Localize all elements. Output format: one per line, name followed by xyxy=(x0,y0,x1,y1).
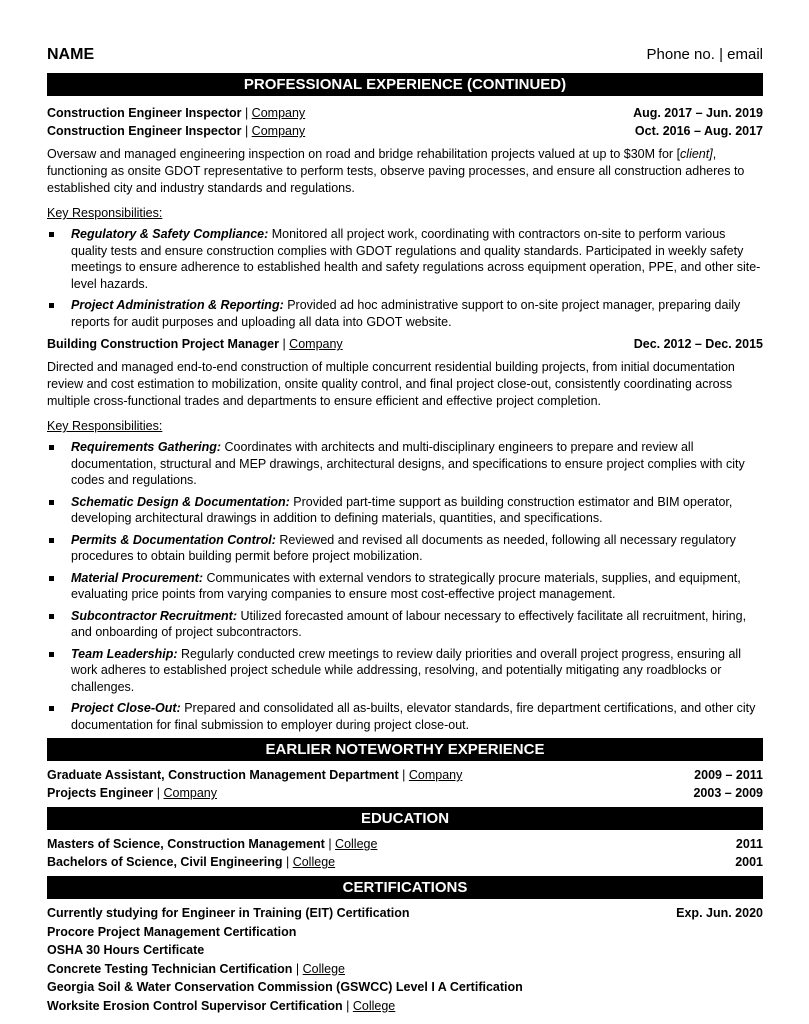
certification: Concrete Testing Technician Certification xyxy=(47,961,293,976)
candidate-name: NAME xyxy=(47,46,95,63)
bullet-text: Regularly conducted crew meetings to review daily priorities and overall project progress, ensuring all work adheres to established project schedule while addressing, resolving, and potentially mitigating any roadblocks or challenges. xyxy=(71,646,741,694)
job-dates: Dec. 2012 – Dec. 2015 xyxy=(633,337,763,351)
certification: OSHA 30 Hours Certificate xyxy=(47,943,205,957)
bullet-icon xyxy=(49,445,54,450)
job-entry-project-manager xyxy=(47,335,763,733)
bullet-key: Schematic Design & Documentation: xyxy=(71,494,290,509)
list-item xyxy=(47,835,763,853)
separator: | xyxy=(241,124,252,138)
job-summary: Directed and managed end-to-end construction of multiple concurrent residential building projects, from initial documentation review and cost estimation to mobilization, onsite quality control, and final project close-out, consistently coordinating across multiple cross-functional trades and departments to ensure efficient and effective project completion. xyxy=(47,360,735,408)
job-dates: Oct. 2016 – Aug. 2017 xyxy=(634,124,763,138)
company-link[interactable]: Company xyxy=(289,337,343,351)
bullet-text: Provided ad hoc administrative support to on-site project manager, preparing daily reports for audit purposes and uploading all data into GDOT website. xyxy=(71,298,741,329)
bullet-text: Utilized forecasted amount of labour necessary to effectively facilitate all recruitment, hiring, and onboarding of project subcontractors. xyxy=(71,608,747,639)
bullet-text: Provided part-time support as building construction estimator and BIM operator, developing architectural drawings in addition to defining materials, quantities, and specifications. xyxy=(71,494,733,525)
list-item xyxy=(47,960,763,979)
company-link[interactable]: Company xyxy=(251,106,306,120)
list-item xyxy=(47,226,763,292)
certification-date: Exp. Jun. 2020 xyxy=(676,906,763,920)
college-link[interactable]: College xyxy=(352,998,396,1013)
bullet-text: Communicates with external vendors to strategically procure materials, supplies, and equipment, evaluating price points from varying companies to ensure most cost-effective project management. xyxy=(71,570,741,601)
separator: | xyxy=(398,768,409,782)
separator: | xyxy=(292,961,303,976)
bullet-icon xyxy=(49,500,54,505)
separator: | xyxy=(342,998,353,1013)
bullet-key: Regulatory & Safety Compliance: xyxy=(71,227,269,241)
bullet-key: Requirements Gathering: xyxy=(71,440,222,454)
degree: Bachelors of Science, Civil Engineering xyxy=(47,855,283,869)
bullet-icon xyxy=(49,652,54,657)
bullet-key: Project Administration & Reporting: xyxy=(71,298,284,312)
list-item xyxy=(47,853,763,871)
bullet-key: Permits & Documentation Control: xyxy=(71,532,276,547)
certification: Currently studying for Engineer in Training (EIT) Certification xyxy=(47,906,410,920)
bullet-key: Team Leadership: xyxy=(71,646,178,661)
bullet-text: Reviewed and revised all documents as needed, following all necessary regulatory procedures to obtain building permit before project mobilization. xyxy=(71,532,736,563)
college-link[interactable]: College xyxy=(335,837,378,851)
list-item xyxy=(47,700,763,733)
earlier-experience-list xyxy=(47,766,763,802)
job-dates: 2003 – 2009 xyxy=(693,786,763,800)
key-responsibilities-label: Key Responsibilities: xyxy=(47,206,163,220)
separator: | xyxy=(324,837,336,851)
responsibility-list xyxy=(47,226,763,330)
bullet-key: Material Procurement: xyxy=(71,570,203,585)
list-item xyxy=(47,904,763,923)
job-title-row xyxy=(47,122,763,140)
bullet-key: Subcontractor Recruitment: xyxy=(71,608,237,623)
bullet-icon xyxy=(49,303,54,308)
list-item xyxy=(47,297,763,330)
bullet-text: Monitored all project work, coordinating with contractors on-site to perform various quality tests and ensure construction complies with GDOT regulations and quality standards. Participated in weekly safety meetings to ensure adherence to established health and safety regulations across equipment operation, PPE, and other site-level hazards. xyxy=(71,227,761,291)
section-heading-experience: PROFESSIONAL EXPERIENCE (CONTINUED) xyxy=(47,73,763,96)
bullet-text: Prepared and consolidated all as-builts, elevator standards, fire department certifications, and other city documentation for final submission to employer during project close-out. xyxy=(71,701,756,732)
job-title: Graduate Assistant, Construction Management Department xyxy=(47,768,399,782)
certification: Georgia Soil & Water Conservation Commission (GSWCC) Level I A Certification xyxy=(47,980,523,994)
bullet-icon xyxy=(49,576,54,581)
list-item xyxy=(47,494,763,527)
bullet-icon xyxy=(49,538,54,543)
section-heading-earlier-experience: EARLIER NOTEWORTHY EXPERIENCE xyxy=(47,738,763,761)
company-link[interactable]: Company xyxy=(251,124,306,138)
list-item xyxy=(47,978,763,997)
degree: Masters of Science, Construction Management xyxy=(47,837,325,851)
education-list xyxy=(47,835,763,871)
section-heading-education: EDUCATION xyxy=(47,807,763,830)
list-item xyxy=(47,923,763,942)
company-link[interactable]: Company xyxy=(408,768,463,782)
list-item xyxy=(47,784,763,802)
resume-page xyxy=(47,46,763,1015)
certification: Procore Project Management Certification xyxy=(47,924,297,939)
list-item xyxy=(47,997,763,1016)
job-title: Construction Engineer Inspector xyxy=(47,106,242,120)
job-title: Construction Engineer Inspector xyxy=(47,124,242,138)
separator: | xyxy=(282,855,293,869)
key-responsibilities-label: Key Responsibilities: xyxy=(47,419,163,433)
college-link[interactable]: College xyxy=(292,855,336,869)
job-title: Building Construction Project Manager xyxy=(47,337,279,351)
bullet-icon xyxy=(49,232,54,237)
section-heading-certifications: CERTIFICATIONS xyxy=(47,876,763,899)
job-dates: Aug. 2017 – Jun. 2019 xyxy=(633,106,763,120)
certifications-list xyxy=(47,904,763,1015)
bullet-icon xyxy=(49,706,54,711)
resume-header xyxy=(47,46,763,68)
bullet-text: Coordinates with architects and multi-disciplinary engineers to prepare and review all documentation, structural and MEP drawings, architectural designs, and specifications to ensure project complies with city codes and regulations. xyxy=(71,440,745,487)
bullet-icon xyxy=(49,614,54,619)
summary-client: client] xyxy=(680,147,713,161)
certification: Worksite Erosion Control Supervisor Certification xyxy=(47,998,343,1013)
graduation-year: 2001 xyxy=(735,855,763,869)
separator: | xyxy=(278,337,290,351)
list-item xyxy=(47,646,763,696)
list-item xyxy=(47,439,763,489)
list-item xyxy=(47,570,763,603)
job-entry-inspector xyxy=(47,104,763,330)
job-dates: 2009 – 2011 xyxy=(694,768,763,782)
list-item xyxy=(47,766,763,784)
graduation-year: 2011 xyxy=(735,837,763,851)
separator: | xyxy=(241,106,252,120)
bullet-key: Project Close-Out: xyxy=(71,701,181,715)
job-title-row xyxy=(47,335,763,353)
list-item xyxy=(47,608,763,641)
summary-text: Oversaw and managed engineering inspection on road and bridge rehabilitation projects valued at up to $30M for [ xyxy=(47,147,681,161)
separator: | xyxy=(153,786,164,800)
contact-info: Phone no. | email xyxy=(646,46,763,63)
job-title: Projects Engineer xyxy=(47,786,154,800)
list-item xyxy=(47,532,763,565)
company-link[interactable]: Company xyxy=(163,786,217,800)
list-item xyxy=(47,941,763,960)
summary-text: , functioning as onsite GDOT representative to perform tests, observe paving processes, and ensure all construction adheres to established city and industry standards and regulations. xyxy=(47,147,745,195)
responsibility-list xyxy=(47,439,763,733)
college-link[interactable]: College xyxy=(302,961,346,976)
job-summary xyxy=(47,146,763,197)
job-title-row xyxy=(47,104,763,122)
